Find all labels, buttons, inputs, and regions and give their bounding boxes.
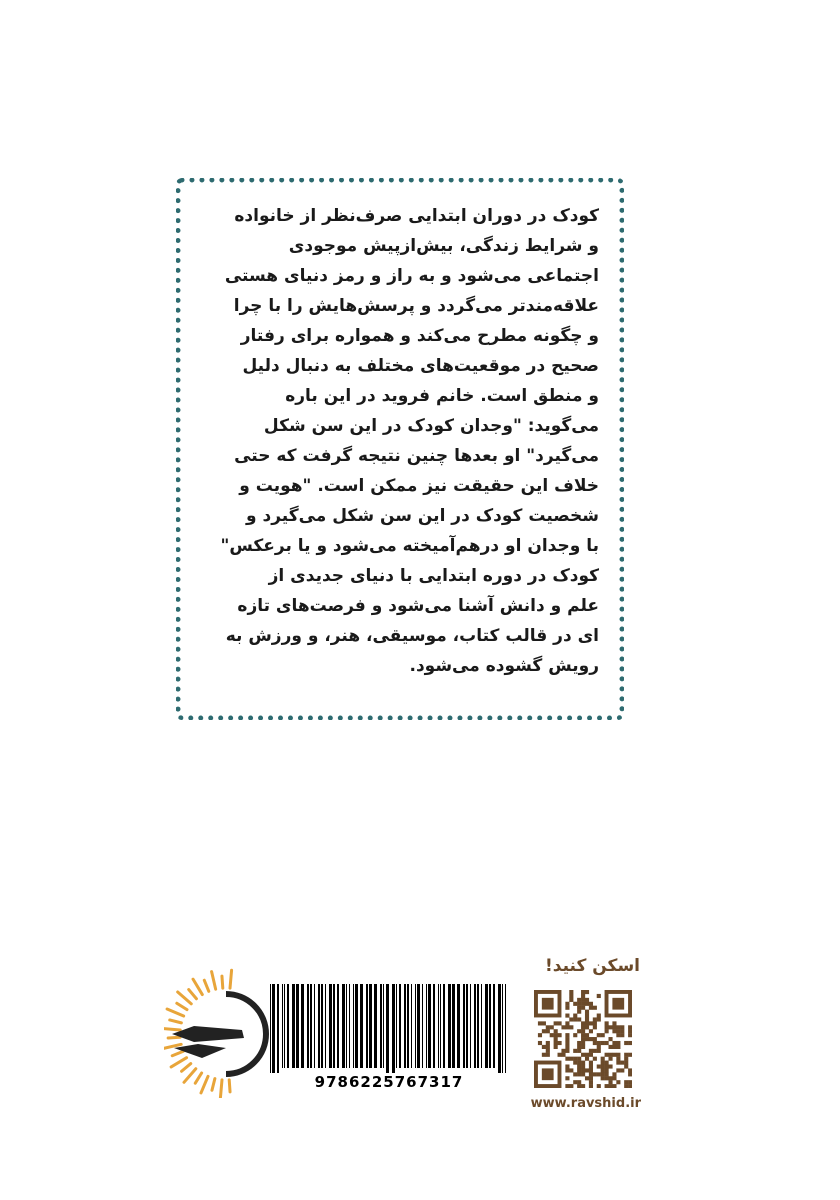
body-line: رویش گشوده می‌شود. <box>409 656 599 676</box>
body-line: می‌گیرد" او بعدها چنین نتیجه گرفت که حتی <box>234 446 599 466</box>
body-line: شخصیت کودک در این سن شکل می‌گیرد و <box>246 506 599 526</box>
barcode-bar <box>502 984 503 1074</box>
body-line: و چگونه مطرح می‌کند و همواره برای رفتار <box>240 326 599 346</box>
barcode-bar <box>374 984 377 1068</box>
barcode-bar <box>399 984 401 1068</box>
barcode-bar <box>366 984 368 1068</box>
barcode-bar <box>287 984 289 1068</box>
body-paragraph <box>201 201 599 681</box>
barcode-bar <box>342 984 345 1068</box>
scan-label: اسکن کنید! <box>545 956 640 976</box>
barcode-bar <box>463 984 465 1068</box>
body-line: کودک در دوران ابتدایی صرف‌نظر از خانواده <box>234 206 599 226</box>
barcode-bar <box>353 984 354 1068</box>
barcode-bar <box>282 984 283 1068</box>
body-line: می‌گوید: "وجدان کودک در این سن شکل <box>263 416 599 436</box>
barcode-bar <box>417 984 420 1068</box>
barcode-bar <box>321 984 323 1068</box>
barcode-bar <box>310 984 312 1068</box>
body-line: اجتماعی می‌شود و به راز و رمز دنیای هستی <box>224 266 599 286</box>
body-line: خلاف این حقیقت نیز ممکن است. "هویت و <box>239 476 599 496</box>
barcode-bar <box>505 984 506 1074</box>
body-line: علاقه‌مندتر می‌گردد و پرسش‌هایش را با چرا <box>233 296 599 316</box>
body-line: صحیح در موقعیت‌های مختلف به دنبال دلیل <box>242 356 599 376</box>
barcode-bar <box>440 984 441 1068</box>
barcode-bar <box>318 984 320 1068</box>
barcode-bar <box>404 984 406 1068</box>
body-line: با وجدان او درهم‌آمیخته می‌شود و یا برعکس" <box>220 536 599 556</box>
barcode-bar <box>292 984 295 1068</box>
barcode-bar <box>272 984 275 1074</box>
barcode-bar <box>481 984 482 1068</box>
barcode-bar <box>380 984 382 1068</box>
barcode-bar <box>325 984 326 1068</box>
barcode-bar <box>411 984 412 1068</box>
barcode-bar <box>369 984 372 1068</box>
barcode-bar <box>428 984 431 1068</box>
body-line: کودک در دوره ابتدایی با دنیای جدیدی از <box>268 566 599 586</box>
barcode-bar <box>296 984 299 1068</box>
barcode-bar <box>307 984 309 1068</box>
barcode-bar <box>489 984 491 1068</box>
barcode-bar <box>466 984 468 1068</box>
barcode-bar <box>349 984 350 1068</box>
barcode-bar <box>485 984 488 1068</box>
barcode-bar <box>383 984 384 1068</box>
body-line: ای در قالب کتاب، موسیقی، هنر، و ورزش به <box>225 626 599 646</box>
barcode-bar <box>396 984 397 1068</box>
body-line: علم و دانش آشنا می‌شود و فرصت‌های تازه <box>237 596 599 616</box>
barcode-bar <box>329 984 332 1068</box>
barcode-bar <box>301 984 304 1068</box>
barcode-bar <box>407 984 409 1068</box>
barcode-bar <box>415 984 416 1068</box>
barcode-bar <box>284 984 285 1068</box>
barcode-bar <box>493 984 495 1068</box>
barcode-bar <box>498 984 501 1074</box>
barcode-bar <box>422 984 423 1068</box>
barcode-bar <box>470 984 471 1068</box>
website-link[interactable]: www.ravshid.ir <box>530 1096 641 1111</box>
barcode-bar <box>386 984 389 1074</box>
barcode-bar <box>477 984 479 1068</box>
barcode-bar <box>360 984 363 1068</box>
body-line: و منطق است. خانم فروید در این باره <box>285 386 599 406</box>
barcode-bar <box>426 984 427 1068</box>
barcode-bar <box>448 984 451 1068</box>
barcode-bar <box>443 984 445 1068</box>
barcode-bar <box>474 984 476 1068</box>
barcode-bar <box>337 984 339 1068</box>
body-line: و شرایط زندگی، بیش‌ازپیش موجودی <box>288 236 599 256</box>
barcode-bar <box>438 984 439 1068</box>
qr-code-icon[interactable] <box>534 990 632 1088</box>
barcode-bar <box>355 984 358 1068</box>
text-frame <box>176 178 624 720</box>
barcode-bar <box>277 984 279 1074</box>
barcode-bar <box>346 984 347 1068</box>
barcode-bar <box>270 984 271 1074</box>
isbn-number: 9786225767317 <box>270 1073 508 1091</box>
barcode-bar <box>452 984 455 1068</box>
barcode-bar <box>457 984 460 1068</box>
sun-arrow-logo-icon <box>164 968 274 1098</box>
barcode-bar <box>433 984 435 1068</box>
barcode-bar <box>314 984 315 1068</box>
barcode-bar <box>333 984 335 1068</box>
barcode-bar <box>392 984 395 1074</box>
